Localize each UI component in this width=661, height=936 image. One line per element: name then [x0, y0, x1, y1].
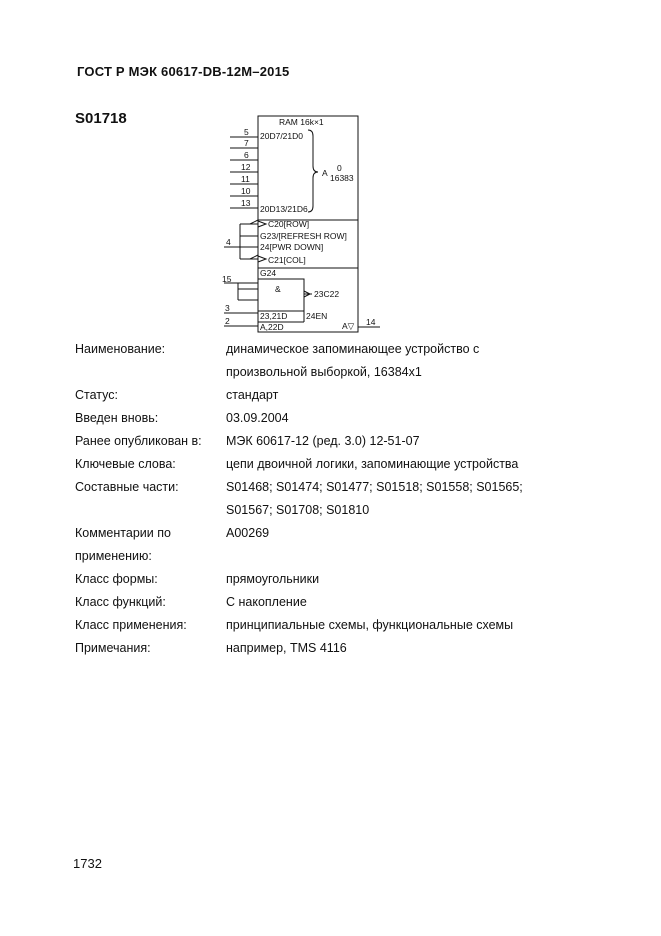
field-shape-class: [75, 568, 575, 591]
pin-11: 11: [241, 174, 250, 184]
field-value: стандарт: [226, 388, 279, 402]
a22-label: A,22D: [260, 322, 284, 332]
ram-title: RAM 16k×1: [279, 117, 324, 127]
data-bottom-label: 20D13/21D6: [260, 204, 308, 214]
c21-label: C21[COL]: [268, 255, 306, 265]
pin-2: 2: [225, 316, 230, 326]
pwr-down-label: 24[PWR DOWN]: [260, 242, 324, 252]
data-top-label: 20D7/21D0: [260, 131, 304, 141]
field-keywords: [75, 453, 575, 476]
g24-label: G24: [260, 268, 277, 278]
field-value: принципиальные схемы, функциональные схемы: [226, 618, 514, 632]
en21-label: 23,21D: [260, 311, 288, 321]
field-value: A00269: [226, 526, 270, 540]
field-label-line: применению:: [75, 549, 152, 563]
field-label: Составные части:: [75, 480, 179, 494]
symbol-code: S01718: [75, 110, 127, 127]
field-label: Класс функций:: [75, 595, 166, 609]
pin-14: 14: [366, 317, 376, 327]
field-function-class: [75, 591, 575, 614]
field-name: [75, 338, 575, 384]
pin-7: 7: [244, 138, 249, 148]
field-value-line: S01567; S01708; S01810: [226, 503, 370, 517]
output-label: A▽: [342, 321, 355, 331]
field-label: Ранее опубликован в:: [75, 434, 202, 448]
pin-4: 4: [226, 237, 231, 247]
field-previously-published: [75, 430, 575, 453]
field-value: 03.09.2004: [226, 411, 289, 425]
pin-13: 13: [241, 198, 251, 208]
field-label: Класс формы:: [75, 572, 158, 586]
field-notes: [75, 637, 575, 660]
field-application-notes: [75, 522, 575, 568]
field-value: например, TMS 4116: [226, 641, 347, 655]
symbol-fields: [75, 338, 575, 660]
field-label: Наименование:: [75, 342, 166, 356]
address-label: A: [322, 168, 328, 178]
field-components: [75, 476, 575, 522]
pin-15: 15: [222, 274, 232, 284]
field-value: [226, 338, 575, 384]
field-value-line: произвольной выборкой, 16384x1: [226, 365, 422, 379]
page-number: 1732: [73, 856, 102, 871]
field-application-class: [75, 614, 575, 637]
pin-10: 10: [241, 186, 251, 196]
field-value-line: S01468; S01474; S01477; S01518; S01558; S01565;: [226, 480, 523, 494]
field-label: Класс применения:: [75, 618, 187, 632]
field-value: прямоугольники: [226, 572, 320, 586]
pin-12: 12: [241, 162, 251, 172]
field-introduced: [75, 407, 575, 430]
and-gate-box: [258, 279, 304, 311]
field-label: [75, 522, 226, 568]
c22-label: 23C22: [314, 289, 340, 299]
pin-6: 6: [244, 150, 249, 160]
field-value: МЭК 60617-12 (ред. 3.0) 12-51-07: [226, 434, 420, 448]
pin-5: 5: [244, 127, 249, 137]
field-label: Ключевые слова:: [75, 457, 176, 471]
field-label: Статус:: [75, 388, 118, 402]
g23-label: G23/[REFRESH ROW]: [260, 231, 347, 241]
c20-label: C20[ROW]: [268, 219, 310, 229]
pin-3: 3: [225, 303, 230, 313]
en24-label: 24EN: [306, 311, 328, 321]
document-header: ГОСТ Р МЭК 60617-DB-12M–2015: [77, 64, 290, 79]
ram-symbol-diagram: [215, 112, 390, 337]
field-value-line: динамическое запоминающее устройство с: [226, 342, 480, 356]
and-label: &: [275, 284, 281, 294]
address-range-start: 0: [337, 163, 342, 173]
field-label: Введен вновь:: [75, 411, 159, 425]
field-label: Примечания:: [75, 641, 151, 655]
field-value: цепи двоичной логики, запоминающие устройства: [226, 457, 519, 471]
field-value: С накопление: [226, 595, 307, 609]
field-status: [75, 384, 575, 407]
field-value: [226, 476, 575, 522]
field-label-line: Комментарии по: [75, 526, 171, 540]
address-range-end: 16383: [330, 173, 354, 183]
